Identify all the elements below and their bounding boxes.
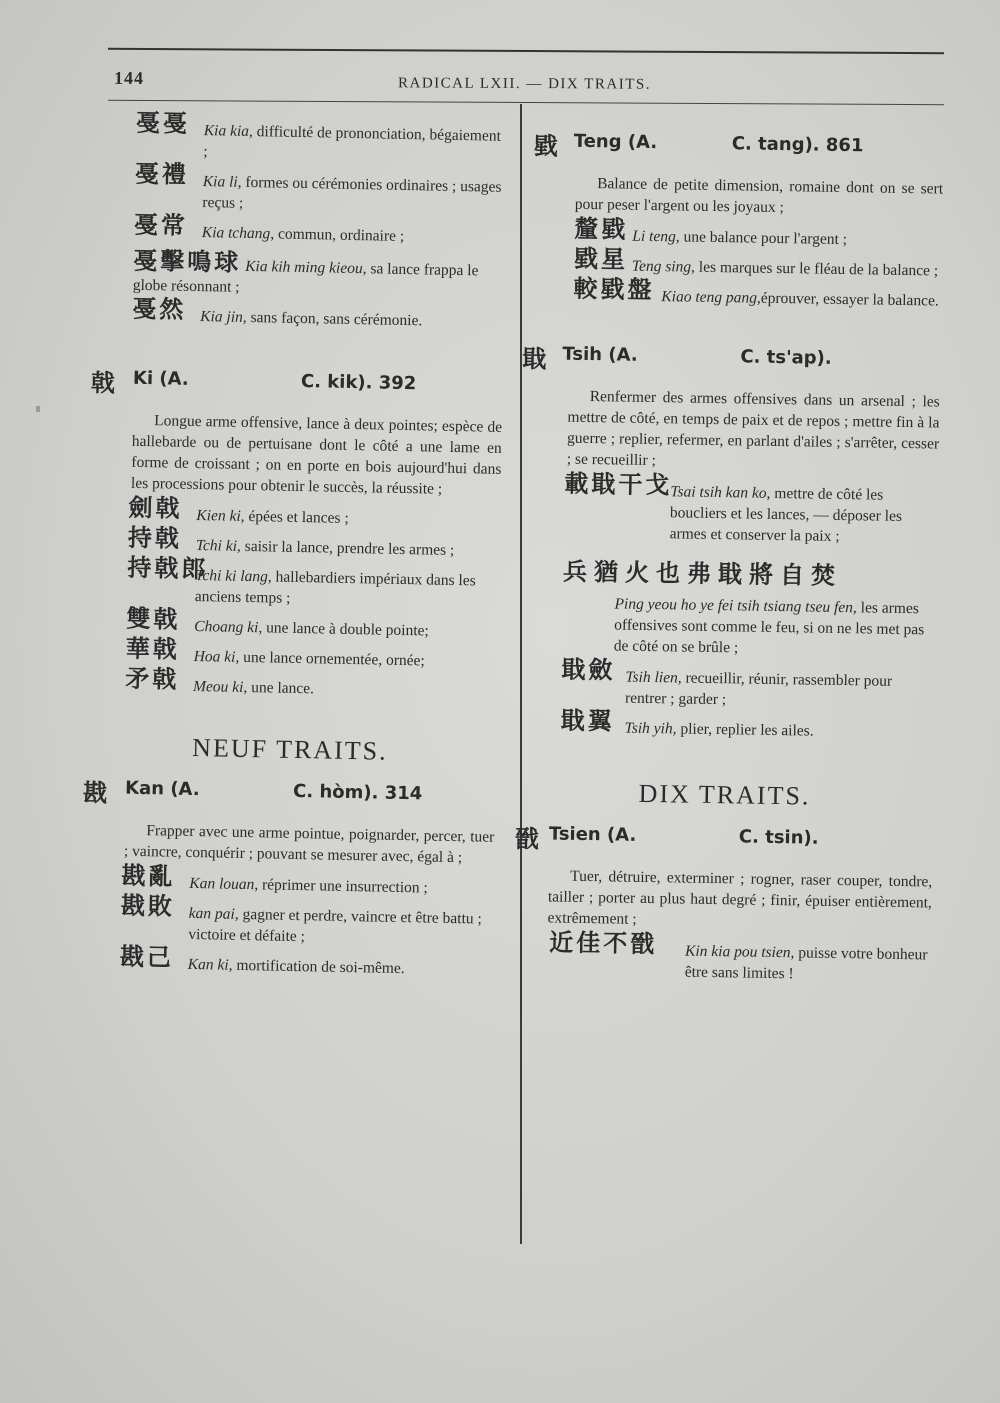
sub-text: , difficulté de prononciation, bégaiement ; [203, 122, 502, 161]
sub-cjk: 戞然 [132, 294, 187, 324]
sub-romanization: Ping yeou ho ye fei tsih tsiang tseu fen, [614, 595, 857, 617]
headword-cjk: 戢 [522, 344, 547, 374]
sub-text: les armes offensives sont comme le feu, si on ne les met pas de côté on se brûle ; [613, 599, 925, 657]
sub-cjk: 戡敗 [120, 891, 176, 921]
sub-romanization: Tsai tsih kan ko [670, 483, 767, 502]
headword-cjk: 戥 [533, 132, 558, 161]
definition: Balance de petite dimension, romaine dont on se sert pour peser l'argent ou les joyaux ; [574, 175, 944, 217]
sub-cjk: 戢翼 [560, 706, 615, 736]
sub-text: , une lance. [243, 678, 315, 698]
headword-cjk: 戩 [514, 824, 540, 854]
sub-entry [523, 274, 941, 312]
sub-romanization: Tchi ki [195, 536, 238, 555]
sub-text: , une lance à double pointe; [258, 619, 429, 640]
sub-cjk: 劍戟 [128, 493, 183, 523]
sub-cjk: 釐戥 [574, 214, 629, 244]
sub-cjk: 雙戟 [126, 604, 181, 634]
sub-text: , une balance pour l'argent ; [675, 228, 848, 249]
sub-text: , épées et lances ; [240, 507, 349, 527]
sub-text: , sa lance frappa le globe résonnant ; [132, 260, 479, 296]
headword-mandarin: Kan (A. [124, 777, 200, 801]
sub-text: , hallebardiers impériaux dans les anciens temps ; [194, 568, 476, 607]
sub-text: , réprimer une insurrection ; [254, 876, 428, 897]
sub-cjk-long: 兵猶火也弗戢將自焚 [562, 557, 843, 591]
sub-text: , recueillir, réunir, rassembler pour rentrer ; garder ; [624, 669, 893, 709]
sub-cjk: 戞禮 [134, 159, 190, 189]
headword-cjk: 戡 [82, 778, 108, 808]
definition: Longue arme offensive, lance à deux pointes; espèce de hallebarde ou de pertuisane dont le côté a une lame en forme de croissant ; on en porte en bois aujourd'hui dans les processions pour obtenir le succès, la réussite ; [130, 412, 503, 498]
sub-romanization: Kien ki [196, 507, 241, 525]
sub-romanization: Teng sing [631, 257, 692, 276]
sub-romanization: Choang ki [194, 617, 259, 637]
headword-cantonese: C. tsin). [738, 826, 819, 849]
sub-entry [94, 210, 506, 249]
sub-romanization: Kia jin [200, 308, 244, 326]
running-head: RADICAL LXII. — DIX TRAITS. [397, 75, 652, 93]
sub-cjk: 戞常 [133, 210, 189, 240]
sub-cjk: 戢斂 [561, 655, 616, 685]
sub-cjk: 戥星 [573, 244, 629, 274]
sub-cjk: 持戟 [127, 523, 183, 553]
top-rule [108, 48, 944, 54]
sub-entry [80, 942, 492, 981]
sub-text: , formes ou cérémonies ordinaires ; usages reçus ; [202, 173, 502, 212]
section-heading-neuf: NEUF TRAITS. [191, 732, 388, 766]
headword-kan [83, 775, 496, 813]
kia-entries [92, 108, 508, 333]
sub-cjk: 戡己 [119, 942, 175, 972]
sub-cjk: 較戥盤 [573, 274, 655, 305]
sub-romanization: Li teng [632, 227, 676, 246]
sub-text: , mortification de soi-même. [228, 956, 405, 978]
headword-tsih [522, 341, 940, 378]
headword-ki [91, 365, 504, 403]
sub-cjk: 持戟郎 [127, 553, 209, 584]
sub-romanization: Kan ki [187, 955, 229, 974]
sub-entry [519, 469, 938, 549]
sub-romanization: Kin kia pou tsien [684, 942, 791, 962]
headword-tsien [515, 821, 933, 858]
sub-romanization: kan pai [188, 904, 235, 923]
sub-entry [92, 294, 504, 333]
headword-cantonese: C. kik). 392 [300, 370, 417, 395]
margin-mark [36, 406, 40, 412]
sub-romanization: Kia kia [203, 122, 250, 140]
sub-cjk: 戡亂 [121, 861, 176, 891]
sub-text: , les marques sur le fléau de la balance ; [690, 258, 939, 280]
headword-cantonese: C. hòm). 314 [292, 780, 423, 805]
sub-cjk: 矛戟 [124, 664, 180, 694]
sub-text: , une lance ornementée, ornée; [235, 648, 425, 670]
sub-entry [516, 706, 934, 744]
sub-romanization: Kia kih ming kieou [245, 257, 363, 278]
sub-entry [85, 664, 497, 703]
sub-text: , commun, ordinaire ; [270, 225, 405, 245]
sub-text: , gagner et perdre, vaincre et être battu ; victoire et défaite ; [188, 905, 482, 946]
sub-romanization: Kia li [202, 173, 238, 191]
definition: Tuer, détruire, exterminer ; rogner, raser couper, tondre, tailler ; porter au plus haut degré ; finir, épuiser entièrement, extrêmement ; [547, 867, 933, 928]
sub-text: , saisir la lance, prendre les armes ; [236, 537, 455, 559]
headword-teng [526, 128, 944, 165]
sub-romanization: Kia tchang [201, 224, 271, 243]
sub-romanization: Tchi ki lang [195, 566, 269, 586]
section-heading-dix: DIX TRAITS. [638, 778, 811, 811]
headword-mandarin: Ki (A. [132, 367, 189, 390]
sub-text: ,éprouver, essayer la balance. [756, 289, 939, 310]
headword-cantonese: C. tang). 861 [731, 133, 864, 157]
sub-cjk: 華戟 [125, 634, 181, 664]
sub-text: , plier, replier les ailes. [672, 720, 814, 740]
sub-text: , mettre de côté les boucliers et les lances, — déposer les armes et conserver la paix ; [669, 484, 903, 545]
sub-romanization: Kan louan [189, 874, 255, 894]
sub-cjk: 近佳不戩 [548, 928, 658, 959]
left-column [79, 108, 508, 990]
headword-mandarin: Teng (A. [573, 130, 658, 154]
page-number: 144 [113, 67, 145, 88]
sub-text: , sans façon, sans cérémonie. [242, 308, 423, 330]
headword-mandarin: Tsih (A. [562, 343, 638, 366]
headword-mandarin: Tsien (A. [548, 823, 637, 846]
sub-cjk: 戞擊鳴球 [132, 246, 242, 277]
definition: Renfermer des armes offensives dans un arsenal ; les mettre de côté, en temps de paix et de repos ; mettre fin à la guerre ; replier, refermer, en parlant d'ailes ; s'arrêter, cesser ; se recueillir ; [566, 388, 940, 470]
sub-entry-long [518, 592, 937, 662]
sub-romanization: Hoa ki [193, 647, 236, 666]
sub-romanization: Meou ki [192, 677, 244, 696]
sub-entry [513, 928, 932, 987]
headword-cjk: 戟 [90, 368, 116, 398]
definition: Frapper avec une arme pointue, poignarder, percer, tuer ; vaincre, conquérir ; pouvant se mesurer avec, égal à ; [123, 822, 495, 867]
sub-romanization: Tsih yih [624, 719, 673, 738]
right-column [512, 128, 943, 995]
sub-cjk: 戞戞 [135, 108, 191, 138]
headword-cantonese: C. ts'ap). [740, 346, 832, 369]
sub-romanization: Tsih lien [625, 668, 678, 687]
sub-text: , puisse votre bonheur être sans limites ! [684, 944, 928, 983]
sub-cjk: 載戢干戈 [564, 469, 673, 500]
sub-romanization: Kiao teng pang [661, 288, 758, 307]
